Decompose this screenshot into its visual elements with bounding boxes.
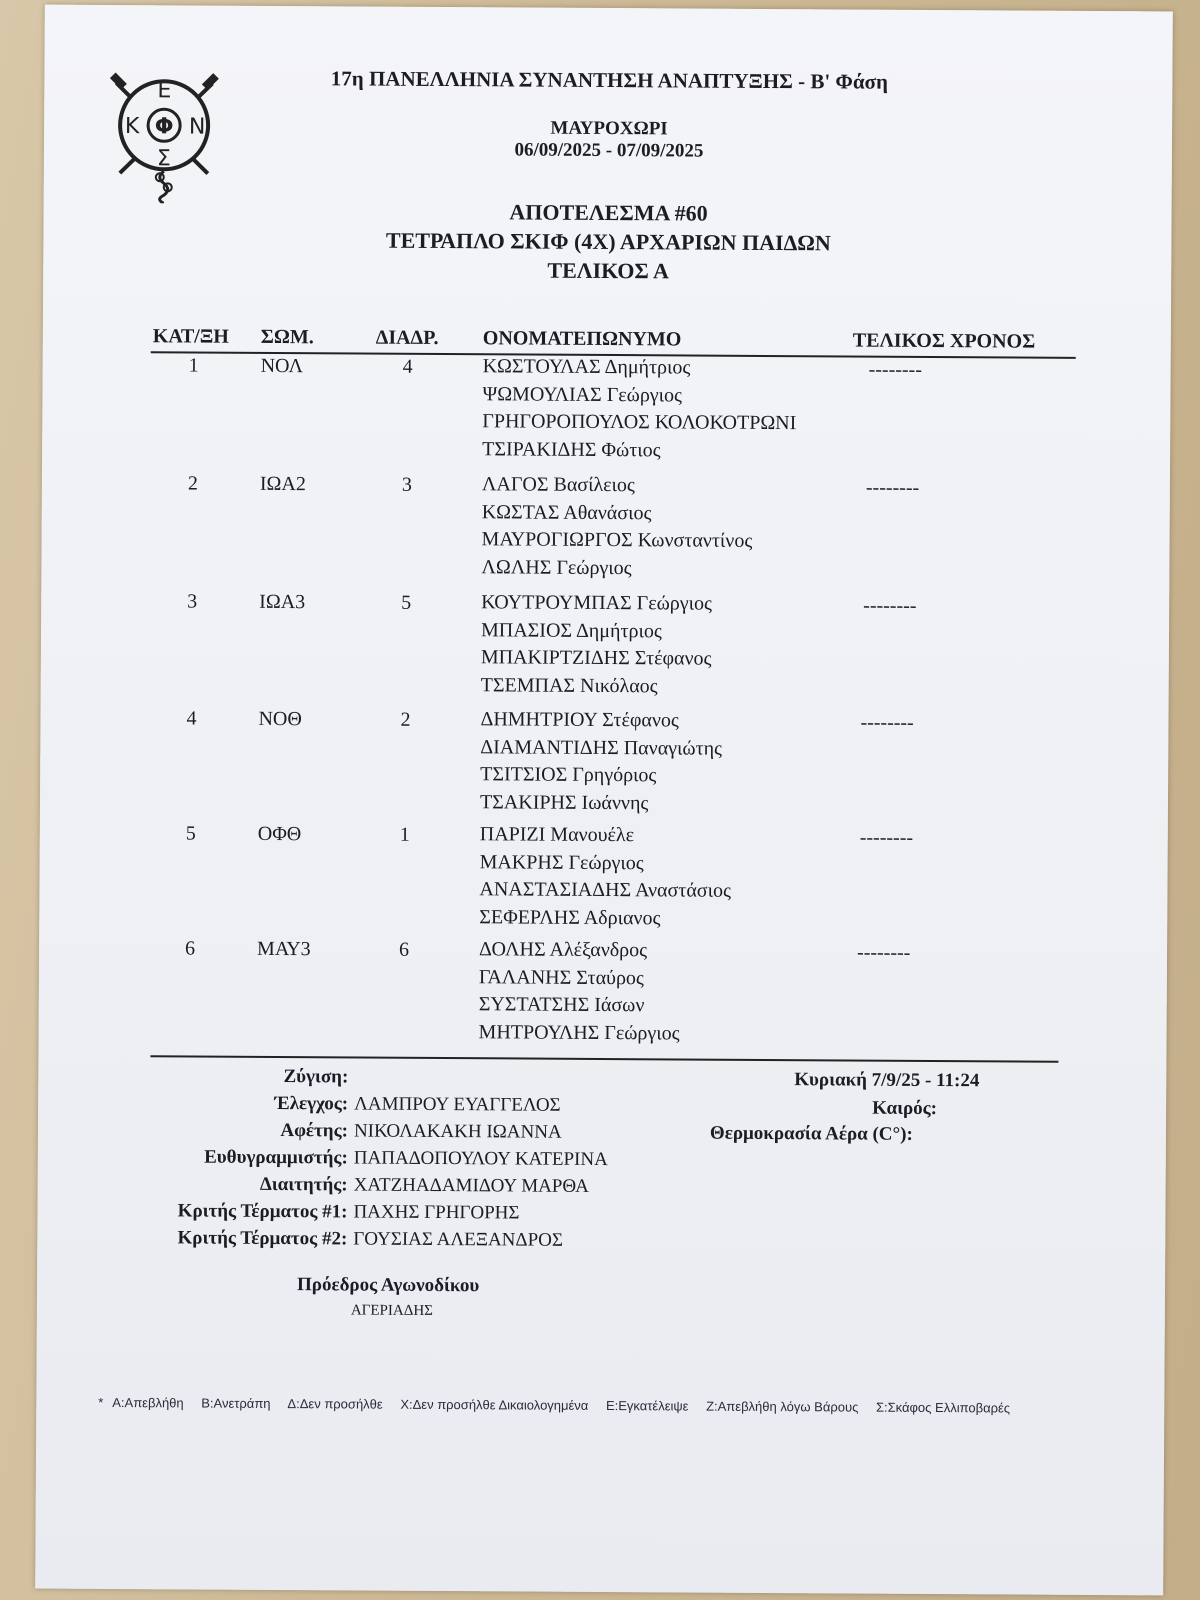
rank-cell: 6 — [185, 937, 196, 960]
race-stage: ΤΕΛΙΚΟΣ Α — [547, 257, 670, 284]
crew-member: ΤΣΙΤΣΙΟΣ Γρηγόριος — [480, 763, 657, 787]
official-weighing: Ζύγιση: — [283, 1066, 349, 1088]
crew-member: ΤΣΙΡΑΚΙΔΗΣ Φώτιος — [482, 437, 661, 461]
crew-member: ΚΟΥΤΡΟΥΜΠΑΣ Γεώργιος — [481, 591, 713, 615]
legend-item: Ζ:Απεβλήθη λόγω Βάρους — [706, 1398, 859, 1415]
final-time-cell: -------- — [863, 594, 917, 617]
legend-item: Σ:Σκάφος Ελλιποβαρές — [875, 1399, 1011, 1416]
crew-member: ΔΟΛΗΣ Αλέξανδρος — [479, 938, 648, 962]
club-cell: ΙΩΑ3 — [259, 590, 306, 614]
club-cell: ΝΟΛ — [260, 354, 304, 378]
legend-item: Δ:Δεν προσήλθε — [287, 1396, 383, 1412]
status-code-legend — [98, 1395, 1024, 1416]
svg-text:Ε: Ε — [157, 78, 172, 104]
table-row — [149, 707, 1074, 814]
legend-item: Ε:Εγκατέλειψε — [605, 1398, 689, 1414]
table-row — [150, 472, 1075, 579]
crew-member: ΜΠΑΣΙΟΣ Δημήτριος — [480, 618, 662, 642]
col-lane: ΔΙΑΔΡ. — [375, 326, 439, 349]
club-cell: ΙΩΑ2 — [259, 472, 306, 496]
crew-member: ΜΑΚΡΗΣ Γεώργιος — [479, 850, 644, 874]
final-time-cell: -------- — [860, 711, 914, 734]
final-time-cell: -------- — [868, 358, 922, 381]
crew-member: ΨΩΜΟΥΛΙΑΣ Γεώργιος — [482, 382, 683, 406]
table-row — [147, 937, 1072, 1044]
table-row — [148, 822, 1073, 929]
official-umpire: Διαιτητής: ΧΑΤΖΗΑΔΑΜΙΔΟΥ ΜΑΡΘΑ — [259, 1173, 590, 1197]
crew-member: ΜΠΑΚΙΡΤΖΙΔΗΣ Στέφανος — [480, 646, 712, 670]
weather-label: Καιρός: — [872, 1097, 938, 1120]
crew-member: ΜΑΥΡΟΓΙΩΡΓΟΣ Κωνσταντίνος — [481, 528, 753, 552]
event-venue-dates — [224, 116, 994, 165]
rank-cell: 4 — [186, 707, 197, 730]
crew-list — [481, 589, 712, 700]
svg-text:Φ: Φ — [154, 114, 174, 140]
event-title: 17η ΠΑΝΕΛΛΗΝΙΑ ΣΥΝΑΝΤΗΣΗ ΑΝΑΠΤΥΞΗΣ - Β' Φάση — [330, 66, 889, 94]
lane-cell: 6 — [399, 938, 410, 961]
jury-president-name: ΑΓΕΡΙΑΔΗΣ — [350, 1302, 433, 1319]
col-rank: ΚΑΤ/ΞΗ — [152, 325, 229, 348]
lane-cell: 4 — [402, 355, 413, 378]
race-datetime: Κυριακή 7/9/25 - 11:24 — [794, 1069, 980, 1092]
svg-text:Σ: Σ — [156, 146, 171, 172]
air-temperature-label: Θερμοκρασία Αέρα (C°): — [709, 1122, 913, 1145]
official-finish-judge-2: Κριτής Τέρματος #2: ΓΟΥΣΙΑΣ ΑΛΕΞΑΝΔΡΟΣ — [177, 1227, 564, 1251]
final-time-cell: -------- — [859, 826, 914, 849]
crew-list — [479, 821, 731, 933]
event-dates: 06/09/2025 - 07/09/2025 — [514, 139, 704, 162]
crew-member: ΛΩΛΗΣ Γεώργιος — [481, 555, 632, 579]
crew-member: ΜΗΤΡΟΥΛΗΣ Γεώργιος — [478, 1020, 680, 1044]
official-control: Έλεγχος: ΛΑΜΠΡΟΥ ΕΥΑΓΓΕΛΟΣ — [274, 1092, 561, 1116]
official-aligner: Ευθυγραμμιστής: ΠΑΠΑΔΟΠΟΥΛΟΥ ΚΑΤΕΡΙΝΑ — [204, 1146, 608, 1171]
jury-president-label: Πρόεδρος Αγωνοδίκου — [296, 1274, 480, 1297]
club-cell: ΝΟΘ — [258, 707, 302, 731]
legend-marker: * — [98, 1394, 104, 1410]
crew-member: ΔΗΜΗΤΡΙΟΥ Στέφανος — [480, 708, 679, 732]
crew-member: ΚΩΣΤΑΣ Αθανάσιος — [481, 500, 652, 524]
rank-cell: 2 — [187, 472, 198, 495]
lane-cell: 2 — [400, 708, 411, 731]
race-heading — [223, 196, 994, 288]
results-sheet — [35, 5, 1173, 1596]
crew-list — [482, 353, 797, 465]
lane-cell: 1 — [399, 823, 410, 846]
official-starter: Αφέτης: ΝΙΚΟΛΑΚΑΚΗ ΙΩΑΝΝΑ — [280, 1120, 562, 1143]
crew-member: ΣΥΣΤΑΤΣΗΣ Ιάσων — [478, 993, 645, 1017]
legend-item: Α:Απεβλήθη — [112, 1395, 184, 1411]
club-emblem-logo — [108, 63, 221, 204]
crew-member: ΤΣΑΚΙΡΗΣ Ιωάννης — [479, 790, 649, 814]
table-row — [149, 590, 1074, 697]
col-club: ΣΩΜ. — [260, 325, 314, 349]
official-finish-judge-1: Κριτής Τέρματος #1: ΠΑΧΗΣ ΓΡΗΓΟΡΗΣ — [177, 1200, 520, 1224]
crew-member: ΛΑΓΟΣ Βασίλειος — [481, 473, 635, 497]
rank-cell: 5 — [185, 822, 196, 845]
col-final-time: ΤΕΛΙΚΟΣ ΧΡΟΝΟΣ — [852, 329, 1036, 353]
crew-member: ΤΣΕΜΠΑΣ Νικόλαος — [480, 673, 658, 697]
club-cell: ΜΑΥ3 — [257, 937, 311, 961]
table-bottom-rule — [150, 1055, 1058, 1063]
svg-text:Ν: Ν — [188, 114, 206, 140]
club-cell: ΟΦΘ — [257, 822, 302, 846]
crew-list — [478, 936, 680, 1047]
crew-member: ΣΕΦΕΡΛΗΣ Αδριανος — [479, 905, 661, 929]
crew-member: ΔΙΑΜΑΝΤΙΔΗΣ Παναγιώτης — [480, 735, 723, 760]
lane-cell: 3 — [401, 473, 412, 496]
legend-item: Χ:Δεν προσήλθε Δικαιολογημένα — [400, 1396, 589, 1413]
crew-member: ΓΡΗΓΟΡΟΠΟΥΛΟΣ ΚΟΛΟΚΟΤΡΩΝΙ — [482, 410, 797, 435]
crew-member: ΚΩΣΤΟΥΛΑΣ Δημήτριος — [482, 355, 691, 379]
crew-member: ΠΑΡΙΖΙ Μανουέλε — [479, 823, 635, 847]
lane-cell: 5 — [401, 591, 412, 614]
rank-cell: 1 — [188, 354, 199, 377]
crew-member: ΓΑΛΑΝΗΣ Σταύρος — [478, 965, 644, 989]
rank-cell: 3 — [187, 590, 198, 613]
crew-list — [480, 706, 722, 817]
col-name: ΟΝΟΜΑΤΕΠΩΝΥΜΟ — [482, 327, 682, 351]
race-name: ΤΕΤΡΑΠΛΟ ΣΚΙΦ (4Χ) ΑΡΧΑΡΙΩΝ ΠΑΙΔΩΝ — [385, 227, 831, 256]
legend-item: Β:Ανετράπη — [201, 1395, 271, 1411]
result-number: ΑΠΟΤΕΛΕΣΜΑ #60 — [509, 199, 708, 226]
crew-member: ΑΝΑΣΤΑΣΙΑΔΗΣ Αναστάσιος — [479, 878, 731, 902]
final-time-cell: -------- — [857, 941, 911, 964]
final-time-cell: -------- — [865, 476, 920, 499]
svg-text:Κ: Κ — [124, 114, 140, 140]
crew-list — [481, 471, 752, 583]
venue: ΜΑΥΡΟΧΩΡΙ — [550, 117, 668, 140]
